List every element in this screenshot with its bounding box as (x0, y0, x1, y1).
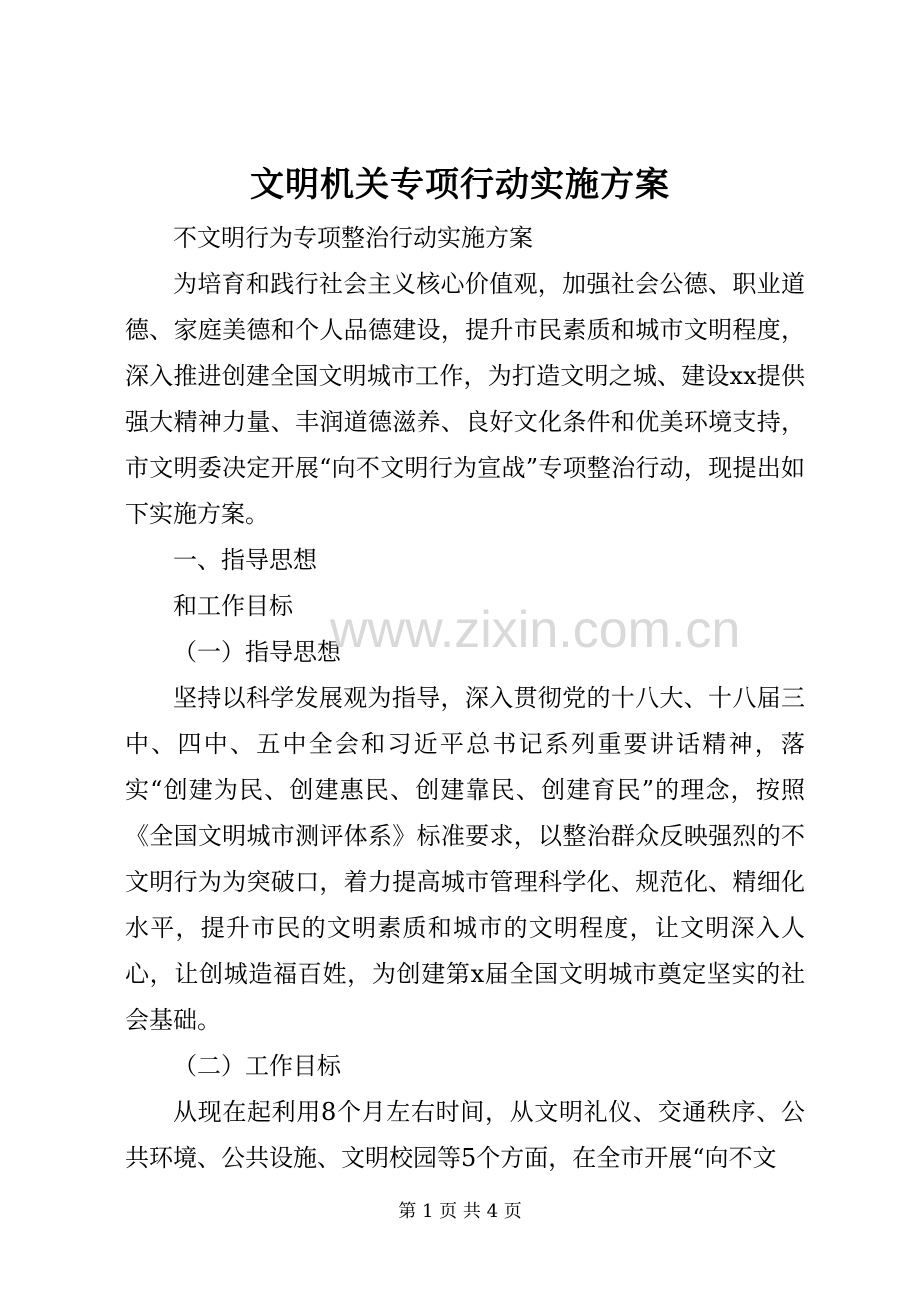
page-footer: 第 1 页 共 4 页 (398, 1201, 522, 1222)
paragraph-intro: 为培育和践行社会主义核心价值观，加强社会公德、职业道德、家庭美德和个人品德建设，提升市民素质和城市文明程度，深入推进创建全国文明城市工作，为打造文明之城、建设xx提供强大精神力量、丰润道德滋养、良好文化条件和优美环境支持，市文明委决定开展“向不文明行为宣战”专项整治行动，现提出如下实施方案。 (125, 270, 805, 528)
paragraph-guiding-thought: 坚持以科学发展观为指导，深入贯彻党的十八大、十八届三中、四中、五中全会和习近平总书记系列重要讲话精神，落实“创建为民、创建惠民、创建靠民、创建育民”的理念，按照《全国文明城市测评体系》标准要求，以整治群众反映强烈的不文明行为为突破口，着力提高城市管理科学化、规范化、精细化水平，提升市民的文明素质和城市的文明程度，让文明深入人心，让创城造福百姓，为创建第x届全国文明城市奠定坚实的社会基础。 (125, 684, 805, 1034)
subsection-heading-2: （二）工作目标 (173, 1052, 341, 1080)
paragraph-subtitle: 不文明行为专项整治行动实施方案 (173, 224, 533, 252)
watermark: www.zixin.com.cn (330, 601, 741, 659)
section-heading-1-cont: 和工作目标 (173, 592, 293, 620)
document-body (125, 215, 805, 1181)
subsection-heading-1: （一）指导思想 (173, 638, 341, 666)
section-heading-1: 一、指导思想 (173, 546, 317, 574)
document-title: 文明机关专项行动实施方案 (250, 165, 670, 205)
paragraph-work-goal: 从现在起利用8个月左右时间，从文明礼仪、交通秩序、公共环境、公共设施、文明校园等5个方面，在全市开展“向不文 (125, 1098, 805, 1172)
